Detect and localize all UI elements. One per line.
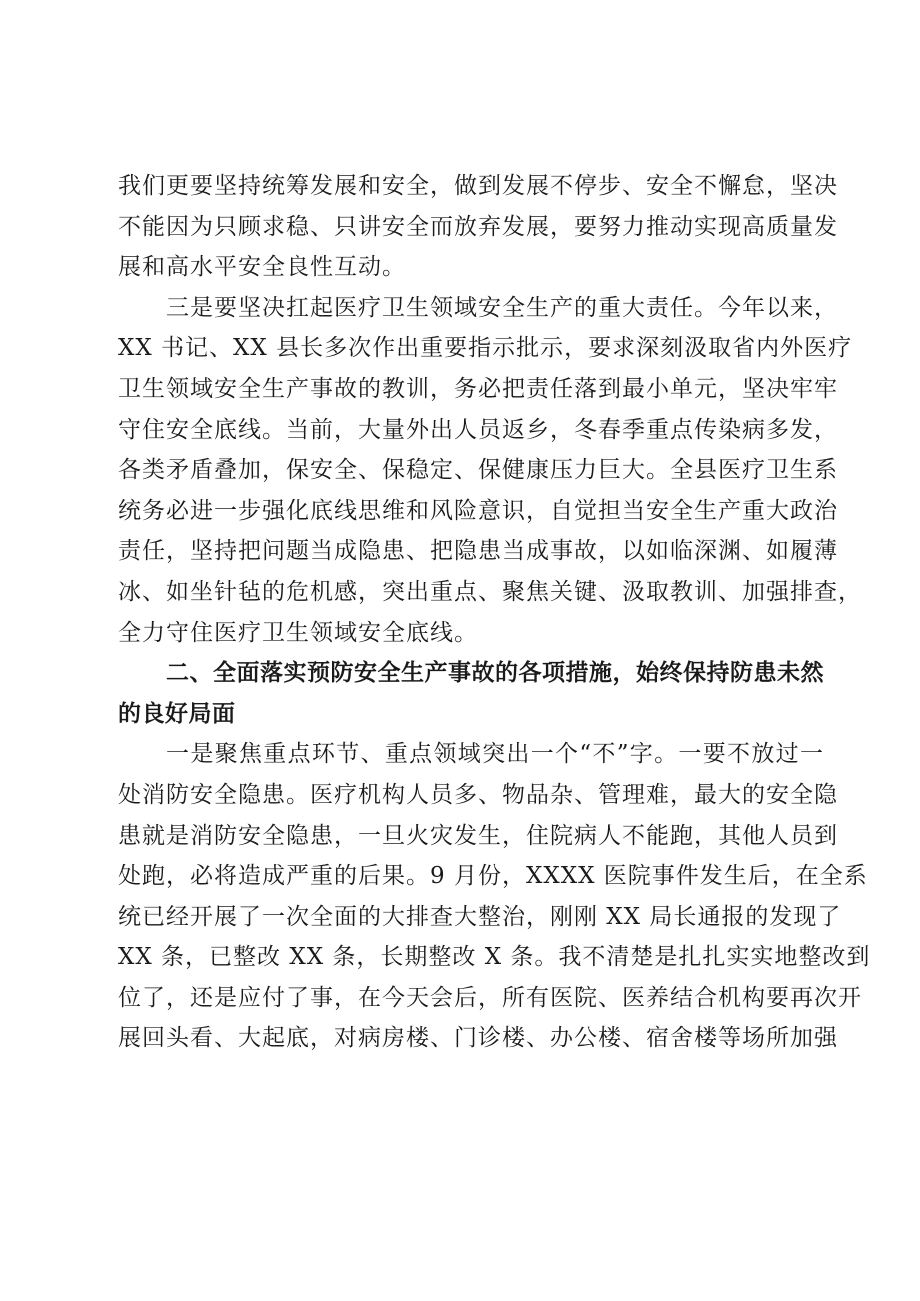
- text-line: 位了，还是应付了事，在今天会后，所有医院、医养结合机构要再次开: [118, 984, 862, 1011]
- document-body: [118, 166, 871, 1059]
- paragraph: [118, 734, 871, 1059]
- heading-line: 的良好局面: [118, 700, 236, 727]
- text-line: XX 书记、XX 县长多次作出重要指示批示，要求深刻汲取省内外医疗: [118, 335, 853, 362]
- text-line: 卫生领域安全生产事故的教训，务必把责任落到最小单元，坚决牢牢: [118, 375, 838, 402]
- text-line: 患就是消防安全隐患，一旦火灾发生，住院病人不能跑，其他人员到: [118, 822, 838, 849]
- text-line: XX 条，已整改 XX 条，长期整改 X 条。我不清楚是扎扎实实地整改到: [118, 944, 871, 971]
- text-line: 处消防安全隐患。医疗机构人员多、物品杂、管理难，最大的安全隐: [118, 781, 838, 808]
- section-heading: [118, 653, 824, 734]
- text-line: 我们更要坚持统筹发展和安全，做到发展不停步、安全不懈怠，坚决: [118, 173, 838, 199]
- text-line: 不能因为只顾求稳、只讲安全而放弃发展，要努力推动实现高质量发: [118, 213, 838, 240]
- text-line: 各类矛盾叠加，保安全、保稳定、保健康压力巨大。全县医疗卫生系: [118, 457, 838, 484]
- text-line: 展回头看、大起底，对病房楼、门诊楼、办公楼、宿舍楼等场所加强: [118, 1025, 838, 1052]
- heading-line: 二、全面落实预防安全生产事故的各项措施，始终保持防患未然: [166, 660, 824, 687]
- text-line: 全力守住医疗卫生领域安全底线。: [118, 619, 478, 646]
- paragraph: [118, 166, 838, 288]
- paragraph: [118, 288, 862, 653]
- text-line: 冰、如坐针毡的危机感，突出重点、聚焦关键、汲取教训、加强排查，: [118, 578, 862, 605]
- text-line: 守住安全底线。当前，大量外出人员返乡，冬春季重点传染病多发，: [118, 416, 838, 443]
- text-line: 责任，坚持把问题当成隐患、把隐患当成事故，以如临深渊、如履薄: [118, 538, 838, 565]
- text-line: 统务必进一步强化底线思维和风险意识，自觉担当安全生产重大政治: [118, 497, 838, 524]
- text-line: 统已经开展了一次全面的大排查大整治，刚刚 XX 局长通报的发现了: [118, 903, 842, 930]
- text-line: 三是要坚决扛起医疗卫生领域安全生产的重大责任。今年以来，: [166, 294, 838, 321]
- text-line: 处跑，必将造成严重的后果。9 月份，XXXX 医院事件发生后，在全系: [118, 863, 868, 890]
- text-line: 展和高水平安全良性互动。: [118, 254, 406, 281]
- text-line: 一是聚焦重点环节、重点领域突出一个“不”字。一要不放过一: [166, 741, 824, 768]
